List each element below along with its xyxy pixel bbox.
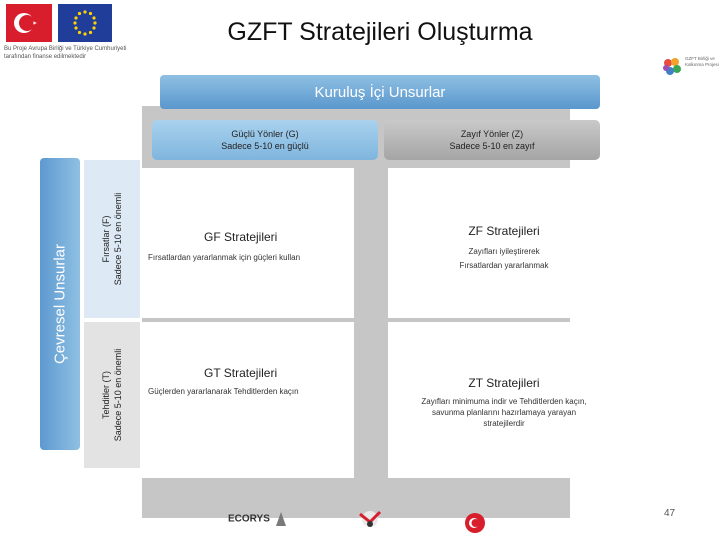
ecorys-label: ECORYS xyxy=(228,513,270,525)
threats-title: Tehditler (T) xyxy=(101,371,111,420)
opportunities-title: Fırsatlar (F) xyxy=(101,215,111,263)
ministry-logo-text: GZFT Birliği ve Kalkınma Projesi xyxy=(685,56,719,67)
external-factors-bar xyxy=(40,158,80,450)
gt-quadrant xyxy=(142,322,354,478)
opportunities-text xyxy=(100,193,124,286)
threats-text xyxy=(100,349,124,442)
gf-title: GF Stratejileri xyxy=(204,230,278,244)
weaknesses-title: Zayıf Yönler (Z) xyxy=(460,129,524,139)
page-title: GZFT Stratejileri Oluşturma xyxy=(227,18,533,46)
zt-title: ZT Stratejileri xyxy=(468,376,540,390)
gt-title: GT Stratejileri xyxy=(204,366,278,380)
zf-description-line1: Zayıfları iyileştirerek xyxy=(468,247,540,256)
external-factors-label: Çevresel Unsurlar xyxy=(51,243,69,365)
strengths-title: Güçlü Yönler (G) xyxy=(231,129,299,139)
zf-quadrant xyxy=(388,168,620,318)
eu-flag-icon xyxy=(58,4,112,42)
threats-subtitle: Sadece 5-10 en önemli xyxy=(113,348,123,442)
weaknesses-header xyxy=(384,120,600,160)
opportunities-subtitle: Sadece 5-10 en önemli xyxy=(113,192,123,286)
opportunities-header xyxy=(84,160,140,318)
internal-factors-header: Kuruluş İçi Unsurlar xyxy=(160,75,600,109)
gf-description: Fırsatlardan yararlanmak için güçleri kullan xyxy=(148,253,301,262)
gf-quadrant xyxy=(142,168,354,318)
gt-description: Güçlerden yararlanarak Tehditlerden kaçın xyxy=(148,387,299,396)
weaknesses-subtitle: Sadece 5-10 en zayıf xyxy=(449,141,535,151)
zf-title: ZF Stratejileri xyxy=(468,224,540,238)
strengths-subtitle: Sadece 5-10 en güçlü xyxy=(221,141,309,151)
threats-header xyxy=(84,322,140,468)
zt-description-line2: savunma planlarını hazırlamaya yarayan xyxy=(431,408,577,417)
zt-description-line3: stratejilerdir xyxy=(483,419,525,428)
zf-description-line2: Fırsatlardan yararlanmak xyxy=(459,261,549,270)
ecorys-logo-icon xyxy=(228,512,286,526)
zt-description-line1: Zayıfları minimuma indir ve Tehditlerden kaçın, xyxy=(421,397,587,406)
ministry-bird-logo-icon xyxy=(356,506,384,537)
page-number: 47 xyxy=(664,508,676,519)
strengths-header xyxy=(152,120,378,160)
eu-funding-caption: Bu Proje Avrupa Birliği ve Türkiye Cumhuriyeti tarafından finanse edilmektedir xyxy=(4,46,127,60)
turkey-emblem-icon xyxy=(464,512,486,539)
zt-quadrant xyxy=(388,322,620,478)
turkey-flag-icon xyxy=(6,4,52,42)
